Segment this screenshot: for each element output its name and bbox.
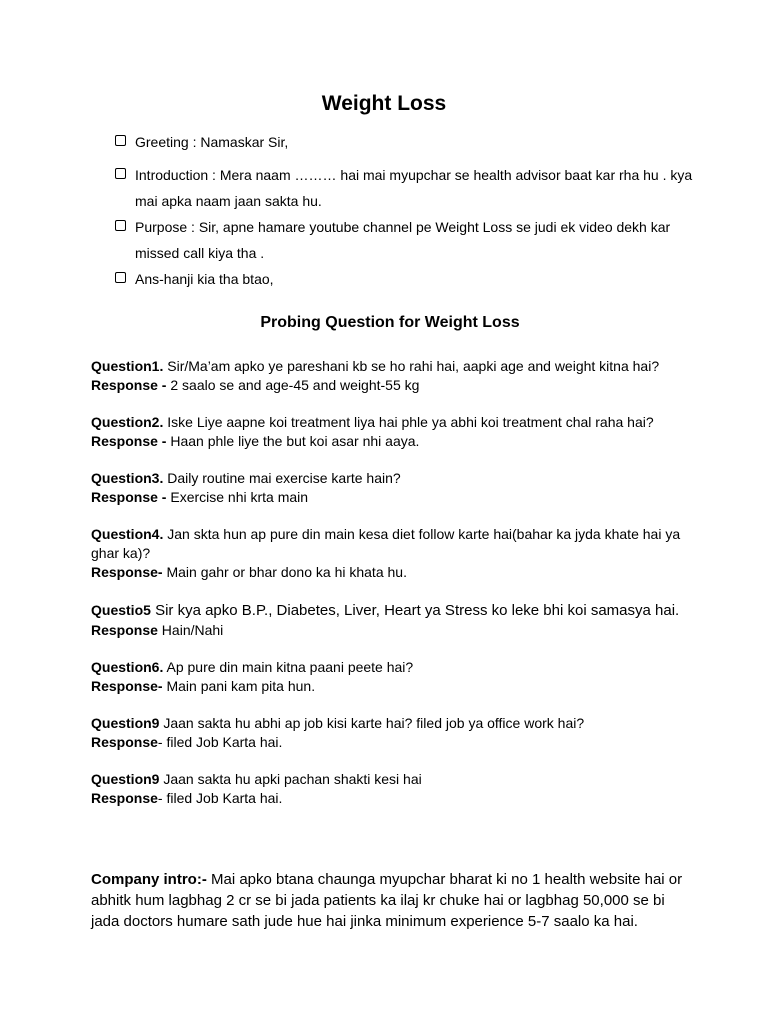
question-label: Questio5 [91,602,151,618]
probing-section-title: Probing Question for Weight Loss [260,314,520,331]
checkbox-icon[interactable] [115,272,126,283]
response-label: Response [91,734,158,750]
response-label: Response [91,790,158,806]
qa-block-3 [91,469,683,507]
response-text: Hain/Nahi [157,622,224,638]
checklist-item-purpose [115,214,695,266]
response-text: - filed Job Karta hai. [157,790,283,806]
call-script-checklist [115,129,695,292]
question-text: Jaan sakta hu apki pachan shakti kesi hai [159,771,422,787]
checklist-item-text: Ans-hanji kia tha btao, [135,271,274,287]
qa-block-4 [91,525,683,582]
question-line [91,413,683,432]
response-label: Response - [91,377,167,393]
qa-block-1 [91,357,683,395]
response-line [91,733,683,752]
question-line [91,714,683,733]
response-label: Response- [91,564,163,580]
response-line [91,563,683,582]
qa-block-5 [91,600,683,640]
company-intro [91,869,691,932]
question-text: Ap pure din main kitna paani peete hai? [163,659,414,675]
response-text: 2 saalo se and age-45 and weight-55 kg [166,377,420,393]
response-line [91,677,683,696]
checklist-item-text: Purpose : Sir, apne hamare youtube channel pe Weight Loss se judi ek video dekh kar missed call kiya tha . [135,219,671,261]
company-intro-text: Mai apko btana chaunga myupchar bharat ki no 1 health website hai or abhitk hum lagbhag 2 cr se bi jada patients ka ilaj kr chuke hai or lagbhag 50,000 se bi jada doctors humare sath jude hue hai jinka minimum experience 5-7 saalo ka hai. [91,871,683,930]
question-text: Jaan sakta hu abhi ap job kisi karte hai? filed job ya office work hai? [159,715,585,731]
checklist-item-introduction [115,162,695,214]
response-label: Response - [91,433,167,449]
response-text: Main gahr or bhar dono ka hi khata hu. [162,564,407,580]
question-line [91,469,683,488]
response-text: Haan phle liye the but koi asar nhi aaya. [166,433,420,449]
checkbox-icon[interactable] [115,220,126,231]
checklist-item-answer [115,266,695,292]
question-line [91,525,683,563]
qa-block-6 [91,658,683,696]
question-label: Question1. [91,358,164,374]
question-label: Question9 [91,715,160,731]
response-label: Response - [91,489,167,505]
company-intro-label: Company intro:- [91,871,207,888]
response-text: Exercise nhi krta main [166,489,309,505]
question-text: Iske Liye aapne koi treatment liya hai phle ya abhi koi treatment chal raha hai? [163,414,654,430]
question-text: Sir kya apko B.P., Diabetes, Liver, Heart ya Stress ko leke bhi koi samasya hai. [150,602,680,619]
response-text: - filed Job Karta hai. [157,734,283,750]
response-text: Main pani kam pita hun. [162,678,316,694]
question-label: Question6. [91,659,164,675]
question-line [91,658,683,677]
checkbox-icon[interactable] [115,135,126,146]
probing-questions [91,357,683,826]
question-label: Question4. [91,526,164,542]
response-label: Response- [91,678,163,694]
page-title: Weight Loss [321,92,447,115]
response-line [91,789,683,808]
question-line [91,600,683,621]
qa-block-2 [91,413,683,451]
question-line [91,770,683,789]
question-text: Daily routine mai exercise karte hain? [163,470,401,486]
response-line [91,376,683,395]
response-line [91,488,683,507]
question-label: Question3. [91,470,164,486]
qa-block-7 [91,714,683,752]
question-label: Question9 [91,771,160,787]
question-text: Sir/Ma’am apko ye pareshani kb se ho rahi hai, aapki age and weight kitna hai? [163,358,660,374]
response-label: Response [91,622,158,638]
question-line [91,357,683,376]
checkbox-icon[interactable] [115,168,126,179]
checklist-item-text: Greeting : Namaskar Sir, [135,134,289,150]
question-label: Question2. [91,414,164,430]
response-line [91,621,683,640]
response-line [91,432,683,451]
checklist-item-greeting [115,129,695,155]
checklist-item-text: Introduction : Mera naam ……… hai mai myupchar se health advisor baat kar rha hu . kya mai apka naam jaan sakta hu. [135,167,693,209]
question-text: Jan skta hun ap pure din main kesa diet follow karte hai(bahar ka jyda khate hai ya ghar ka)? [91,526,681,561]
qa-block-8 [91,770,683,808]
